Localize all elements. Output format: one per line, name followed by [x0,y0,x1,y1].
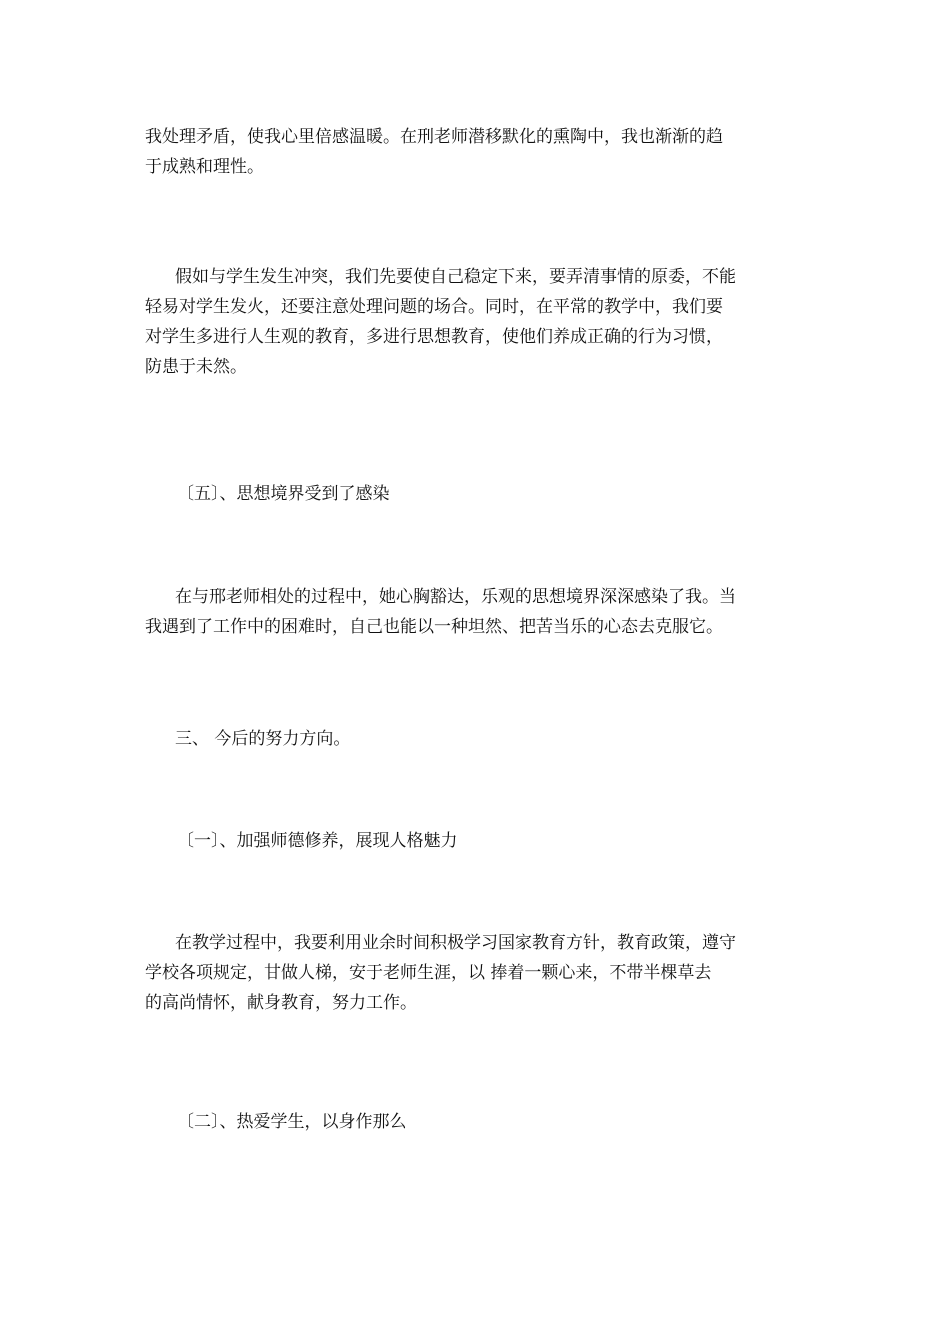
paragraph-2-line-1: 假如与学生发生冲突，我们先要使自己稳定下来，要弄清事情的原委，不能 [175,267,736,287]
paragraph-2-line-2: 轻易对学生发火，还要注意处理问题的场合。同时，在平常的教学中，我们要 [145,297,723,317]
paragraph-4-line-2: 学校各项规定，甘做人梯，安于老师生涯，以 捧着一颗心来，不带半棵草去 [145,963,712,983]
paragraph-2 [145,262,805,382]
paragraph-1 [145,122,805,182]
section-heading-5-text: 〔五〕、思想境界受到了感染 [177,484,390,504]
paragraph-3-line-2: 我遇到了工作中的困难时，自己也能以一种坦然、把苦当乐的心态去克服它。 [145,617,723,637]
paragraph-3 [145,582,805,642]
section-heading-5 [145,479,805,509]
section-heading-1 [145,826,805,856]
paragraph-4 [145,928,805,1018]
paragraph-1-line-2: 于成熟和理性。 [145,157,264,177]
paragraph-4-line-3: 的高尚情怀，献身教育，努力工作。 [145,993,417,1013]
section-heading-1-text: 〔一〕、加强师德修养，展现人格魅力 [177,831,458,851]
paragraph-1-line-1: 我处理矛盾，使我心里倍感温暖。在刑老师潜移默化的熏陶中，我也渐渐的趋 [145,127,723,147]
section-heading-2-text: 〔二〕、热爱学生，以身作那么 [177,1112,407,1132]
chapter-heading-3 [145,724,805,754]
paragraph-4-line-1: 在教学过程中，我要利用业余时间积极学习国家教育方针，教育政策，遵守 [175,933,736,953]
paragraph-2-line-4: 防患于未然。 [145,357,247,377]
section-heading-2 [145,1107,805,1137]
chapter-heading-3-text: 三、 今后的努力方向。 [175,729,351,749]
paragraph-2-line-3: 对学生多进行人生观的教育，多进行思想教育，使他们养成正确的行为习惯， [145,327,723,347]
paragraph-3-line-1: 在与邢老师相处的过程中，她心胸豁达，乐观的思想境界深深感染了我。当 [175,587,736,607]
